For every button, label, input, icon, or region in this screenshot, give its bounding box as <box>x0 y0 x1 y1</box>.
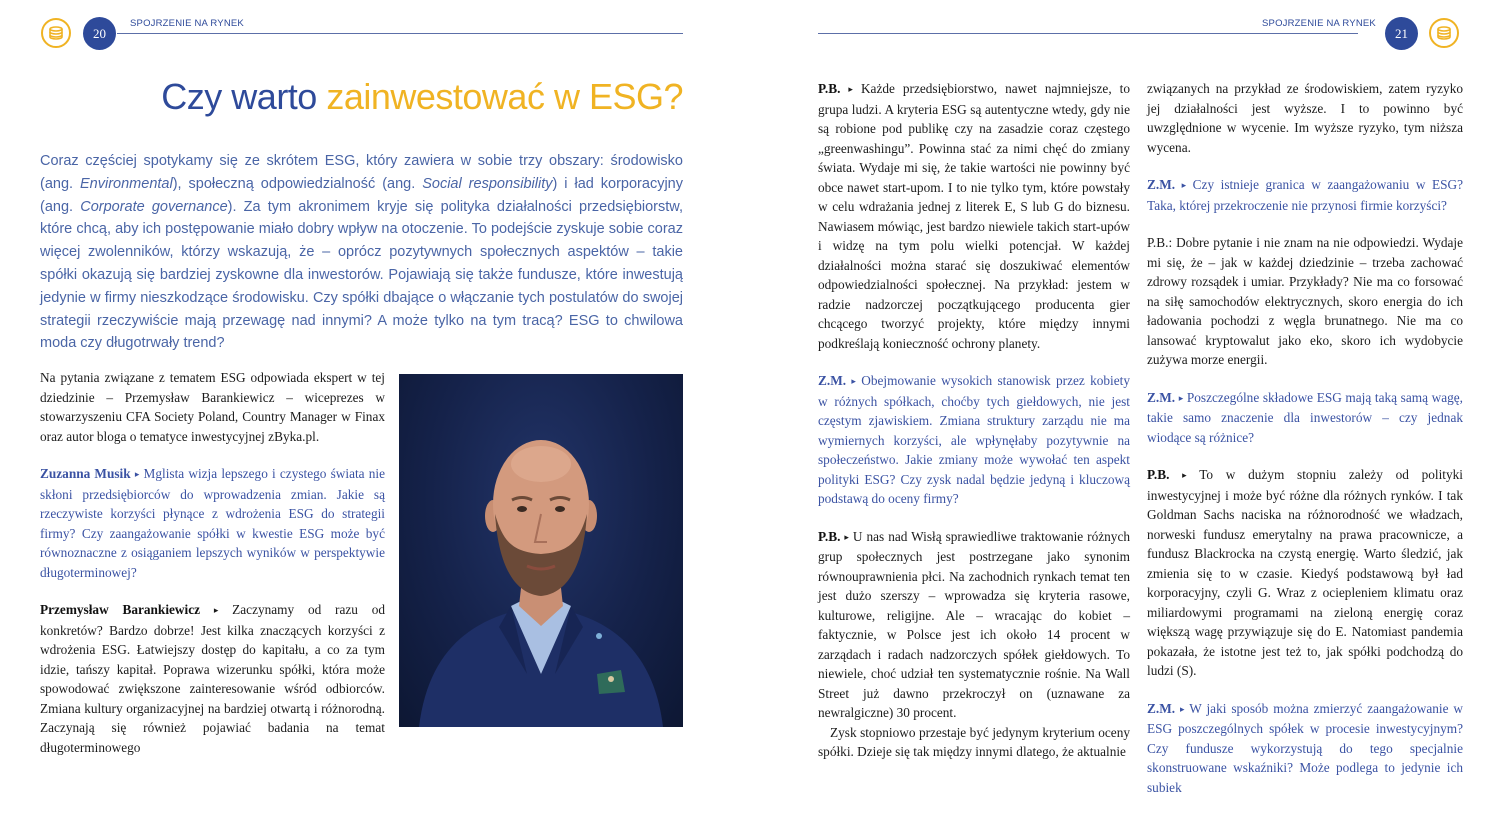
answer-continuation: związanych na przykład ze środowiskiem, zatem ryzyko jej działalności jest wyższe. I to powinno być uwzględnione w wycenie. Im wyższe ryzyko, tym niższa wycena. <box>1147 81 1463 155</box>
page-number: 20 <box>83 17 116 50</box>
lead-paragraph: Na pytania związane z tematem ESG odpowiada ekspert w tej dziedzinie – Przemysław Barankiewicz – wiceprezes w stowarzyszeniu CFA Society Poland, Country Manager w Finax oraz autor bloga o tematyce inwestycyjnej zByka.pl. <box>40 370 385 444</box>
answer-text: U nas nad Wisłą sprawiedliwe traktowanie różnych grup społecznych jest postrzegane jako synonim równouprawnienia płci. Na zachodnich rynkach temat ten jest dużo szerszy – wprowadza się kryteria rasowe, kulturowe, religijne. Ale – wracając do kobiet – faktycznie, w Polsce jest ich około 14 procent w zarządach i radach nadzorczych spółek giełdowych. To niewiele, choć udział ten systematycznie rośnie. Na Wall Street już dawno przekroczył on (uznawane za newralgiczne) 30 procent. <box>818 528 1131 720</box>
question-text: Obejmowanie wysokich stanowisk przez kobiety w różnych spółkach, choćby tych giełdowych, nie jest częstym zjawiskiem. Zmiana struktury zarządu nie ma wymiernych korzyści, ale wpłynęłaby pozytywnie na społeczeństwo. Jakie zmiany może wywołać ten aspekt polityki ESG? Czy zysk nadal będzie jedyną i kluczową podstawą do oceny firmy? <box>818 373 1130 506</box>
right-page <box>774 0 1494 795</box>
answer-pb-4 <box>1147 465 1463 681</box>
title-part-1: Czy warto <box>161 76 327 117</box>
question-speaker: Z.M. <box>1147 700 1176 716</box>
intro-em-social: Social responsibility <box>422 175 553 192</box>
question-zm-2 <box>818 371 1130 509</box>
intro-text-4: ). Za tym akronimem kryje się polityka działalności przedsiębiorstw, które chcą, aby ich postępowanie miało dobry wpływ na otoczenie. To podejście zyskuje sobie coraz więcej zwolenników, którzy wskazują, że – oprócz pozytywnych społecznych aspektów – takie spółki okazują się bardziej zyskowne dla inwestorów. Pojawiają się także fundusze, które inwestują jedynie w firmy nieszkodzące środowisku. Czy spółki dbające o włączanie tych postulatów do swojej strategii rzeczywiście mają przewagę nad innymi? A może tylko na tym tracą? ESG to chwilowa moda czy długotrwały trend? <box>40 198 683 352</box>
answer-text: To w dużym stopniu zależy od polityki inwestycyjnej i może być różne dla różnych rynków. I tak Goldman Sachs naciska na różnorodność we władzach, norweski fundusz emerytalny na prawa pracownicze, a fundusz Blackrocka na czystą energię. Warto śledzić, jak zmienia się to w czasie. Kiedyś podstawową był ład korporacyjny, czyli G. Wraz z ociepleniem klimatu oraz miliardowymi programami na zieloną energię coraz większą wagę przywiązuje się do E. Natomiast pandemia pokazała, że istotne jest też to, jak spółki podchodzą do ludzi (S). <box>1147 467 1463 678</box>
answer-text: Każde przedsiębiorstwo, nawet najmniejsze, to grupa ludzi. A kryteria ESG są autentyczne wtedy, gdy nie są robione pod publikę czy na zasadzie coraz częstego „greenwashingu”. Powinna stać za nimi chęć do zmiany świata. Wydaje mi się, że takie wartości nie powinny być obce nawet start-upom. I to nie tylko tym, które powstały w celu wdrażania jednej z literek E, S lub G do biznesu. Nawiasem mówiąc, jest bardzo niewiele takich start-upów i widzę na tym polu wielki potencjał. W każdej działalności można starać się doszukiwać elementów odpowiedzialności społecznej. Na przykład: jestem w radzie nadzorczej początkującego producenta gier chcącego tworzyć projekty, które między innymi podkreślają konieczność ochrony planety. <box>818 81 1130 351</box>
answer-1-text: Zaczynamy od razu od konkretów? Bardzo dobrze! Jest kilka znaczących korzyści z wdrożenia ESG. Łatwiejszy dostęp do kapitału, a co za tym idzie, tańszy kapitał. Poprawa wizerunku spółki, która może spowodować zwiększone zainteresowanie wśród odbiorców. Zmiana kultury organizacyjnej na bardziej otwartą i różnorodną. Zaczynają się również pojawiać badania na temat długoterminowego <box>40 602 385 755</box>
question-text: W jaki sposób można zmierzyć zaangażowanie w ESG poszczególnych spółek w procesie inwestycyjnym? Czy fundusze wykorzystują do tego specjalnie skonstruowane wskaźniki? Może podlega to jedynie ich subiek <box>1147 700 1464 795</box>
arrow-icon: ▸ <box>844 531 849 542</box>
question-zm-5 <box>1147 699 1463 798</box>
answer-1 <box>40 600 385 757</box>
portrait-photo <box>399 374 683 727</box>
answer-speaker: P.B. <box>1147 467 1170 482</box>
arrow-icon: ▸ <box>134 469 140 479</box>
title-part-2: zainwestować w ESG? <box>326 76 683 117</box>
question-1-text: Mglista wizja lepszego i czystego świata nie skłoni przedsiębiorców do wprowadzenia zmian. Jakie są rzeczywiste korzyści płynące z wdrożenia ESG do strategii firmy? Czy zaangażowanie spółki w kwestie ESG może być równoznaczne z osiąganiem lepszych wyników w perspektywie długoterminowej? <box>40 466 385 580</box>
arrow-icon: ▸ <box>851 376 856 386</box>
answer-pb-3 <box>1147 233 1463 370</box>
answer-speaker: P.B. <box>818 81 841 96</box>
right-column-1 <box>818 79 1130 780</box>
question-speaker: Z.M. <box>1147 389 1176 405</box>
arrow-icon: ▸ <box>213 605 219 615</box>
arrow-icon: ▸ <box>1178 392 1184 403</box>
question-zm-3 <box>1147 175 1463 215</box>
header-rule <box>818 33 1358 34</box>
question-1-speaker: Zuzanna Musik <box>40 466 131 481</box>
arrow-icon: ▸ <box>848 84 853 94</box>
article-title <box>40 73 683 121</box>
coins-icon <box>41 18 71 48</box>
question-text: Poszczególne składowe ESG mają taką samą wagę, takie samo znaczenie dla inwestorów – czy jednak wiodące są różnice? <box>1147 389 1463 445</box>
arrow-icon: ▸ <box>1181 180 1187 190</box>
section-label: SPOJRZENIE NA RYNEK <box>130 18 244 29</box>
answer-pb-2 <box>818 527 1130 723</box>
intro-paragraph <box>40 150 683 355</box>
question-zm-4 <box>1147 388 1463 448</box>
answer-pb-2-continued: Zysk stopniowo przestaje być jedynym kryterium oceny spółki. Dzieje się tak między innymi dlatego, że aktualnie <box>818 724 1130 759</box>
coins-icon <box>1429 18 1459 48</box>
left-column <box>40 368 385 775</box>
arrow-icon: ▸ <box>1182 470 1187 480</box>
question-speaker: Z.M. <box>818 373 847 388</box>
intro-text-1: Coraz częściej spotykamy się ze skrótem ESG, który zawiera w sobie trzy obszary: środowisko (ang. <box>40 153 683 192</box>
question-text: Czy istnieje granica w zaangażowaniu w ESG? Taka, której przekroczenie nie przynosi firmie korzyści? <box>1147 177 1463 213</box>
answer-text: Dobre pytanie i nie znam na nie odpowiedzi. Wydaje mi się, że – jak w każdej dziedzinie – trzeba zachować zdrowy rozsądek i umiar. Przykłady? Nie ma co forsować na siłę samochodów elektrycznych, skoro energia do ich ładowania pochodzi z węgla brunatnego. Nie ma co lansować kryptowalut jako eko, skoro ich wydobycie zużywa morze energii. <box>1147 235 1463 367</box>
arrow-icon: ▸ <box>1180 703 1185 714</box>
question-speaker: Z.M. <box>1147 177 1176 192</box>
answer-speaker: P.B. <box>818 528 841 544</box>
intro-text-3: ) i ład korporacyjny (ang. <box>40 175 683 215</box>
intro-text-2: ), społeczną odpowiedzialność (ang. <box>172 175 423 192</box>
intro-em-governance: Corporate governance <box>80 198 228 215</box>
section-label: SPOJRZENIE NA RYNEK <box>1262 18 1376 29</box>
answer-speaker: P.B.: <box>1147 235 1173 250</box>
answer-1-speaker: Przemysław Barankiewicz <box>40 602 201 617</box>
page-number: 21 <box>1385 17 1418 50</box>
right-column-2 <box>1147 79 1463 815</box>
left-page <box>0 0 720 755</box>
question-1 <box>40 464 385 582</box>
header-rule <box>117 33 683 34</box>
intro-em-environmental: Environmental <box>80 175 173 192</box>
answer-pb-1 <box>818 79 1130 353</box>
